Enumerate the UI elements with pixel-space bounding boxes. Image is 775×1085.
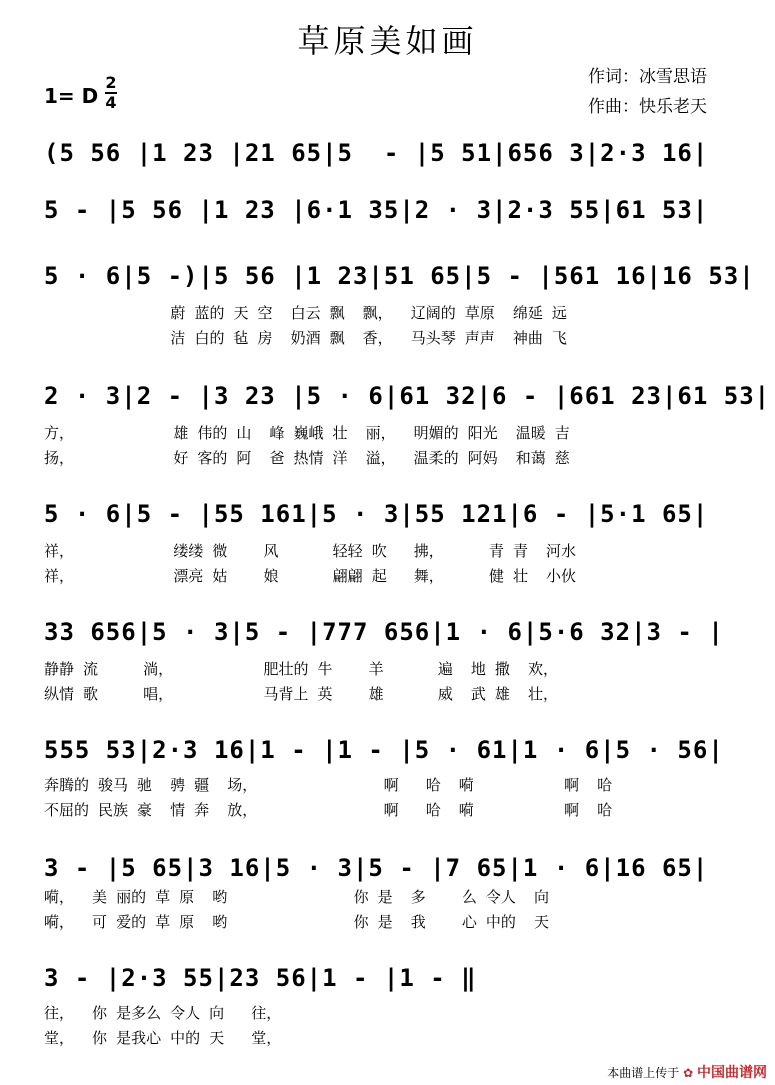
notation-line: 33 656|5 · 3|5 - |777 656|1 · 6|5·6 32|3 - | [44,618,724,646]
lyric-verse-2: 扬， 好 客的 阿 爸 热情 洋 溢， 温柔的 阿妈 和蔼 慈 [44,449,570,467]
lyric-verse-1: 方， 雄 伟的 山 峰 巍峨 壮 丽， 明媚的 阳光 温暖 吉 [44,424,570,442]
key-signature: 1= D [44,84,99,108]
staff-row-3 [0,258,775,380]
notation-line: 2 · 3|2 - |3 23 |5 · 6|61 32|6 - |661 23|61 53| [44,382,771,410]
site-logo-text[interactable]: 中国曲谱网 [697,1065,767,1081]
upload-text: 本曲谱上传于 [607,1066,680,1080]
lyric-verse-1: 嗬， 美 丽的 草 原 哟 你 是 多 么 令人 向 [44,888,549,906]
time-signature [104,74,118,112]
lyric-verse-2: 洁 白的 毡 房 奶酒 飘 香， 马头琴 声声 神曲 飞 [44,329,567,347]
notation-line: 5 · 6|5 - |55 161|5 · 3|55 121|6 - |5·1 65| [44,500,709,528]
lyric-verse-2: 纵情 歌 唱， 马背上 英 雄 威 武 雄 壮， [44,685,558,703]
composer-credit: 作曲：快乐老天 [588,97,707,117]
notation-line: 5 - |5 56 |1 23 |6·1 35|2 · 3|2·3 55|61 53| [44,196,709,224]
staff-row-8 [0,850,775,972]
lyric-verse-1: 蔚 蓝的 天 空 白云 飘 飘， 辽阔的 草原 绵延 远 [44,304,567,322]
lyric-verse-1: 静静 流 淌， 肥壮的 牛 羊 遍 地 撒 欢， [44,660,558,678]
notation-line: 5 · 6|5 -)|5 56 |1 23|51 65|5 - |561 16|16 53| [44,262,755,290]
lyric-verse-2: 祥， 漂亮 姑 娘 翩翩 起 舞， 健 壮 小伙 [44,567,577,585]
staff-row-5 [0,496,775,618]
notation-line: 3 - |5 65|3 16|5 · 3|5 - |7 65|1 · 6|16 65| [44,854,709,882]
time-signature-top: 2 [105,73,117,92]
lyric-verse-1: 奔腾的 骏马 驰 骋 疆 场， 啊 哈 嗬 啊 哈 [44,776,613,794]
notation-line: 555 53|2·3 16|1 - |1 - |5 · 61|1 · 6|5 · 56| [44,736,724,764]
site-logo-icon: ✿ [683,1066,694,1080]
staff-row-4 [0,378,775,500]
time-signature-bottom: 4 [105,93,117,112]
lyric-verse-2: 嗬， 可 爱的 草 原 哟 你 是 我 心 中的 天 [44,913,549,931]
staff-row-6 [0,614,775,736]
notation-line: 3 - |2·3 55|23 56|1 - |1 - ‖ [44,964,477,992]
notation-line: (5 56 |1 23 |21 65|5 - |5 51|656 3|2·3 16| [44,139,709,167]
lyric-verse-2: 不屈的 民族 豪 情 奔 放， 啊 哈 嗬 啊 哈 [44,801,613,819]
source-footer [607,1062,767,1082]
lyricist-credit: 作词：冰雪思语 [588,67,707,87]
lyric-verse-2: 堂， 你 是我心 中的 天 堂， [44,1029,282,1047]
song-title: 草原美如画 [297,22,478,60]
staff-row-7 [0,732,775,854]
lyric-verse-1: 往， 你 是多么 令人 向 往， [44,1004,282,1022]
lyric-verse-1: 祥， 缕缕 微 风 轻轻 吹 拂， 青 青 河水 [44,542,577,560]
